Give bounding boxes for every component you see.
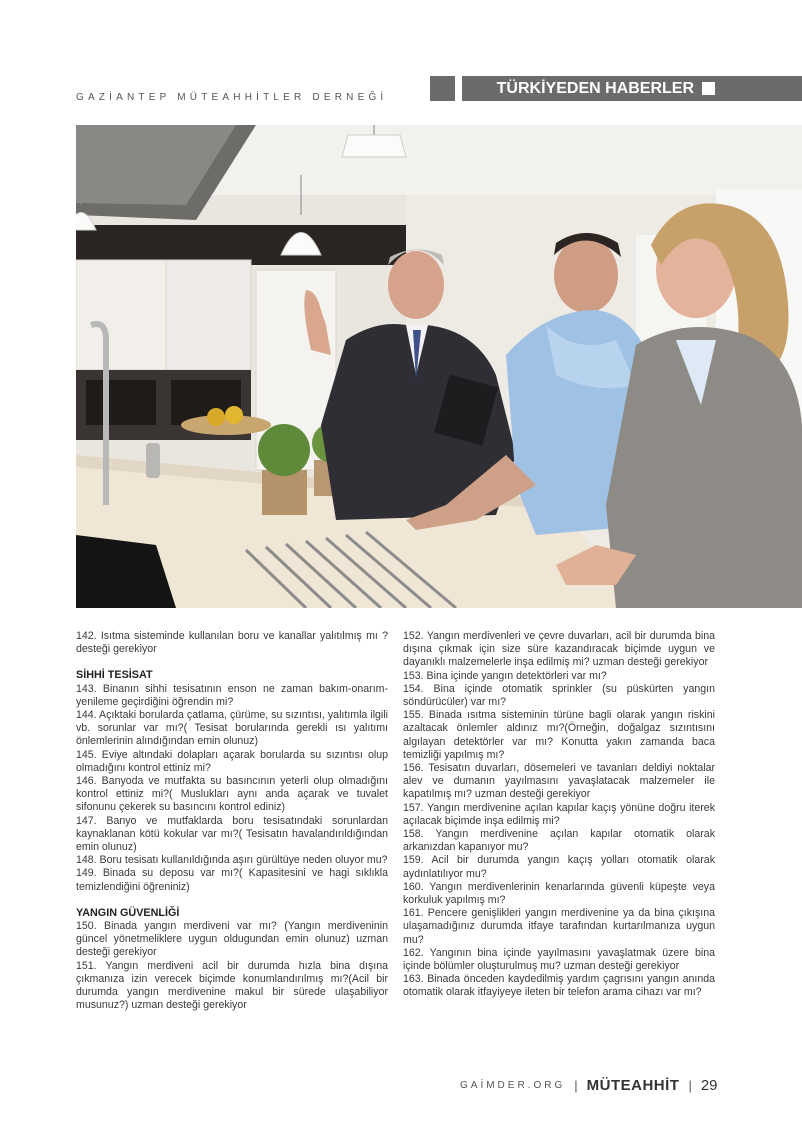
organization-name: GAZİANTEP MÜTEAHHİTLER DERNEĞİ [76, 92, 388, 103]
item-158: 158. Yangın merdivenine açılan kapılar otomatik olarak arkanızdan kapanıyor mu? [403, 828, 715, 854]
right-text-column [403, 630, 715, 1000]
photo-image-icon [76, 125, 802, 608]
section-square-icon [702, 82, 715, 95]
item-155: 155. Binada ısıtma sisteminin türüne bagli olarak yangın riskini azaltacak önlemler aldınız mı?(Örneğin, doğalgaz sızıntısını algılayan detektörler var mı? Konutta yakın zamanda baca temizliği yapılmış mı? [403, 709, 715, 761]
footer-site: GAİMDER.ORG [460, 1080, 566, 1091]
item-143: 143. Binanın sihhi tesisatının enson ne zaman bakım-onarım-yenileme geçirdiğini öğrendin mi? [76, 682, 388, 708]
page-footer [460, 1077, 718, 1094]
item-159: 159. Acil bir durumda yangın kaçış yolları otomatik olarak aydınlatılıyor mu? [403, 854, 715, 880]
item-163: 163. Binada önceden kaydedilmiş yardım çagrısını yangın anında otomatik olarak itfayiyeye ileten bir telefon arama cihazı var mı? [403, 973, 715, 999]
heading-sihhi-tesisat: SİHHİ TESİSAT [76, 669, 153, 682]
item-146: 146. Banyoda ve mutfakta su basıncının yeterli olup olmadığını kontrol ettiniz mi?( Muslukları aynı anda açarak ve tuvalet sifonunu çekerek su basıncını kontrol ediniz) [76, 775, 388, 814]
item-161: 161. Pencere genişlikleri yangın merdivenine ya da bina çıkışına ulaşamadığınız durumda itfaye tarafından kurtarılmanıza uygun mu? [403, 907, 715, 946]
footer-separator-2: | [688, 1078, 692, 1093]
item-160: 160. Yangın merdivenlerinin kenarlarında güvenli küpeşte veya korkuluk yapılmış mı? [403, 880, 715, 907]
item-151: 151. Yangın merdiveni acil bir durumda hızla bina dışına çıkmanıza izin verecek biçimde konumlandırılmış mı?(Acil bir durumda yangın merdivenine makul bir sürede ulaşabiliyor musunuz?) uzman desteği gerekiyor [76, 959, 388, 1012]
item-153: 153. Bina içinde yangın detektörleri var mı? [403, 669, 607, 682]
page-number: 29 [700, 1077, 718, 1094]
item-162: 162. Yangının bina içinde yayılmasını yavaşlatmak üzere bina içinde bölümler oluşturulmuş mu? uzman desteği gerekiyor [403, 946, 715, 973]
item-149: 149. Binada su deposu var mı?( Kapasitesini ve hagi sıklıkla temizlendiğini öğreniniz) [76, 867, 388, 893]
kitchen-photo [76, 125, 802, 608]
item-148: 148. Boru tesisatı kullanıldığında aşırı gürültüye neden oluyor mu? [76, 854, 388, 867]
section-title: TÜRKİYEDEN HABERLER [496, 80, 694, 97]
heading-yangin-guvenligi: YANGIN GÜVENLİĞİ [76, 906, 180, 919]
footer-separator: | [574, 1078, 578, 1093]
item-157: 157. Yangın merdivenine açılan kapılar kaçış yönüne doğru iterek açılacak biçimde inşa edilmiş mi? [403, 801, 715, 827]
left-text-column [76, 630, 388, 1012]
footer-brand: MÜTEAHHİT [586, 1077, 680, 1094]
item-145: 145. Eviye altındaki dolapları açarak borularda su sızıntısı olup olmadığını kontrol ettiniz mi? [76, 748, 388, 774]
item-142: 142. Isıtma sisteminde kullanılan boru ve kanallar yalıtılmış mı ?desteği gerekiyor [76, 630, 388, 656]
header-square-decoration [430, 76, 455, 101]
item-152: 152. Yangın merdivenleri ve çevre duvarları, acil bir durumda bina dışına çıkmak için size süre kazandıracak biçimde uygun ve dayanıklı malzemelerle inşa edilmiş mi? uzman desteği gerekiyor [403, 630, 715, 669]
item-154: 154. Bina içinde otomatik sprinkler (su püskürten yangın söndürücüler) var mı? [403, 682, 715, 709]
item-156: 156. Tesisatın duvarları, dösemeleri ve tavanları deldiyi noktalar alev ve dumanın yayılmasını yavaşlatacak malzemeler ile kapatılmış mı? uzman desteği gerekiyor [403, 762, 715, 801]
item-147: 147. Banyo ve mutfaklarda boru tesisatındaki sorunlardan kaynaklanan kötü kokular var mı?( Tesisatın havalandırıldığından emin olunuz) [76, 814, 388, 854]
item-150: 150. Binada yangın merdiveni var mı? (Yangın merdiveninin güncel yönetmeliklere uygun oldugundan emin olunuz) uzman desteği gerekiyor [76, 920, 388, 959]
item-144: 144. Açıktaki borularda çatlama, çürüme, su sızıntısı, yalıtımla ilgili vb. sorunlar var mı?( Tesisat borularında gerekli ısı yalıtımı önlemlerinin alındığından emin olunuz) [76, 709, 388, 748]
